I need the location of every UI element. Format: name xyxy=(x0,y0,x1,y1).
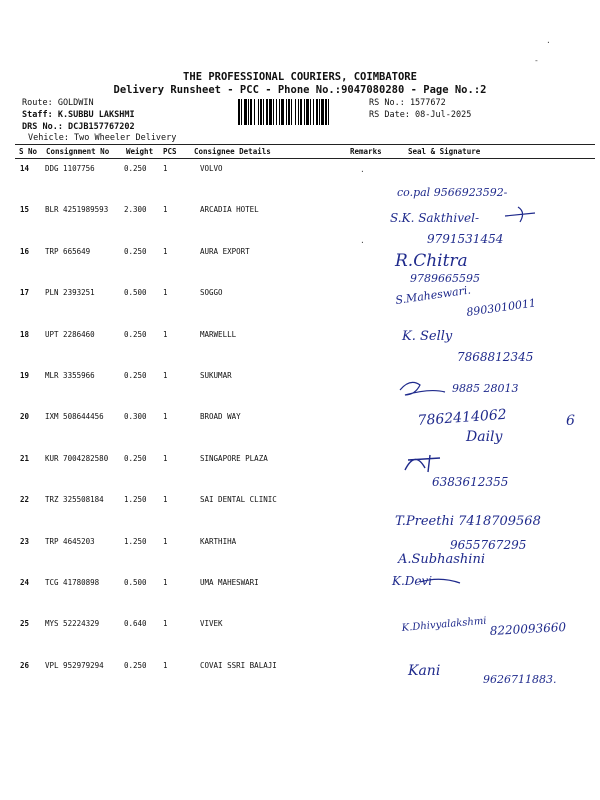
scan-mark-dash: - xyxy=(534,56,539,65)
row-sno: 25 xyxy=(20,619,30,629)
signature-row25-b: 8220093660 xyxy=(489,620,567,638)
row-consignment-no: MYS 52224329 xyxy=(45,619,100,629)
signature-row26-a: Kani xyxy=(408,663,441,679)
row-consignment-no: MLR 3355966 xyxy=(45,371,95,380)
row-consignee: KARTHIHA xyxy=(200,536,237,546)
row-weight: 0.500 xyxy=(124,288,147,298)
row-consignee: SINGAPORE PLAZA xyxy=(200,453,268,463)
signature-row19-a: 9885 28013 xyxy=(452,382,519,395)
col-weight: Weight xyxy=(126,147,154,156)
row-pcs: 1 xyxy=(163,619,168,629)
row-consignment-no: TRZ 325508184 xyxy=(45,495,104,505)
row-sno: 20 xyxy=(20,412,30,422)
staff-label: Staff: K.SUBBU LAKSHMI xyxy=(22,110,135,120)
row-consignee: SUKUMAR xyxy=(200,371,232,380)
signature-row19-scribble xyxy=(400,382,445,395)
signature-row25-a: K.Dhivyalakshmi xyxy=(401,615,487,634)
row-pcs: 1 xyxy=(163,578,168,587)
row-consignee: ARCADIA HOTEL xyxy=(200,205,259,215)
row-weight: 0.250 xyxy=(124,660,147,670)
col-seal-signature: Seal & Signature xyxy=(408,147,481,156)
row-sno: 14 xyxy=(20,164,30,173)
row-sno: 21 xyxy=(20,453,30,463)
row-sno: 26 xyxy=(20,660,30,670)
row-weight: 0.250 xyxy=(124,453,147,463)
signature-row17-a: S.Maheswari. xyxy=(394,283,472,307)
row-consignee: UMA MAHESWARI xyxy=(200,578,259,587)
row-consignee: BROAD WAY xyxy=(200,412,241,422)
row-weight: 0.250 xyxy=(124,329,147,339)
row-weight: 1.250 xyxy=(124,536,147,546)
row-consignee: VIVEK xyxy=(200,619,223,629)
col-pcs: PCS xyxy=(163,147,177,156)
row-pcs: 1 xyxy=(163,288,168,298)
row-consignment-no: DDG 1107756 xyxy=(45,164,95,173)
signature-row24-a: K.Devi xyxy=(392,574,433,588)
remarks-mark-16: · xyxy=(360,238,365,247)
row-consignment-no: KUR 7004282580 xyxy=(45,453,109,463)
row-pcs: 1 xyxy=(163,205,168,215)
col-consignment: Consignment No xyxy=(46,147,110,156)
col-remarks: Remarks xyxy=(350,147,382,156)
row-sno: 15 xyxy=(20,205,30,215)
row-sno: 16 xyxy=(20,246,30,256)
row-weight: 2.300 xyxy=(124,205,147,215)
signature-row20-a: 7862414062 xyxy=(417,406,508,429)
row-pcs: 1 xyxy=(163,660,168,670)
row-pcs: 1 xyxy=(163,536,168,546)
row-pcs: 1 xyxy=(163,329,168,339)
row-consignee: SOGGO xyxy=(200,288,223,298)
row-weight: 0.250 xyxy=(124,371,147,380)
row-consignee: VOLVO xyxy=(200,164,223,173)
row-sno: 22 xyxy=(20,495,30,505)
row-pcs: 1 xyxy=(163,453,168,463)
signature-row20-c: 6 xyxy=(566,413,575,429)
row-consignee: SAI DENTAL CLINIC xyxy=(200,495,277,505)
row-sno: 23 xyxy=(20,536,30,546)
vehicle-label: Vehicle: Two Wheeler Delivery xyxy=(28,133,177,143)
row-consignment-no: TRP 4645203 xyxy=(45,536,95,546)
row-weight: 1.250 xyxy=(124,495,147,505)
row-consignment-no: BLR 4251989593 xyxy=(45,205,109,215)
runsheet-subtitle: Delivery Runsheet - PCC - Phone No.:9047080280 - Page No.:2 xyxy=(113,84,487,96)
rs-number: RS No.: 1577672 xyxy=(369,98,446,108)
row-consignment-no: VPL 952979294 xyxy=(45,660,104,670)
row-consignee: MARWELLL xyxy=(200,329,237,339)
route-label: Route: GOLDWIN xyxy=(22,98,94,108)
row-sno: 17 xyxy=(20,288,30,298)
signature-row15-a: co.pal 9566923592- xyxy=(397,186,508,199)
row-weight: 0.250 xyxy=(124,246,147,256)
signature-row15-b: S.K. Sakthivel- xyxy=(390,211,480,225)
signature-row15-flourish xyxy=(505,207,535,222)
row-consignment-no: TCG 41780898 xyxy=(45,578,100,587)
signature-row21-a: 6383612355 xyxy=(432,475,509,489)
row-consignment-no: IXM 508644456 xyxy=(45,412,104,422)
signature-row18-a: K. Selly xyxy=(402,329,453,344)
row-consignment-no: TRP 665649 xyxy=(45,246,91,256)
signature-row21-scribble xyxy=(405,455,440,472)
row-weight: 0.250 xyxy=(124,164,147,173)
rs-date: RS Date: 08-Jul-2025 xyxy=(369,110,472,120)
signature-row20-b: Daily xyxy=(466,429,503,445)
row-weight: 0.300 xyxy=(124,412,147,422)
company-title: THE PROFESSIONAL COURIERS, COIMBATORE xyxy=(183,71,417,83)
signature-row23-b: A.Subhashini xyxy=(398,552,485,567)
row-consignee: AURA EXPORT xyxy=(200,246,250,256)
col-consignee: Consignee Details xyxy=(194,147,271,156)
row-pcs: 1 xyxy=(163,164,168,173)
signature-row16-a: R.Chitra xyxy=(395,251,468,271)
scan-mark-top: · xyxy=(546,38,551,47)
row-consignee: COVAI SSRI BALAJI xyxy=(200,660,277,670)
row-sno: 18 xyxy=(20,329,30,339)
signature-row23-a: 9655767295 xyxy=(450,538,527,552)
row-consignment-no: PLN 2393251 xyxy=(45,288,95,298)
signature-row16-b: 9789665595 xyxy=(410,272,480,285)
row-weight: 0.640 xyxy=(124,619,147,629)
row-pcs: 1 xyxy=(163,412,168,422)
col-sno: S No xyxy=(19,147,38,156)
signature-row15-c: 9791531454 xyxy=(427,232,504,246)
row-pcs: 1 xyxy=(163,246,168,256)
row-sno: 24 xyxy=(20,578,30,587)
signature-row18-b: 7868812345 xyxy=(457,350,534,364)
row-weight: 0.500 xyxy=(124,578,147,587)
signature-row22-a: T.Preethi 7418709568 xyxy=(395,514,541,529)
signature-row17-b: 8903010011 xyxy=(465,296,537,319)
drs-number: DRS No.: DCJB157767202 xyxy=(22,122,135,132)
row-pcs: 1 xyxy=(163,371,168,380)
row-pcs: 1 xyxy=(163,495,168,505)
signature-row26-b: 9626711883. xyxy=(483,673,557,686)
row-sno: 19 xyxy=(20,371,30,380)
row-consignment-no: UPT 2286460 xyxy=(45,329,95,339)
remarks-mark-14: · xyxy=(360,167,365,176)
